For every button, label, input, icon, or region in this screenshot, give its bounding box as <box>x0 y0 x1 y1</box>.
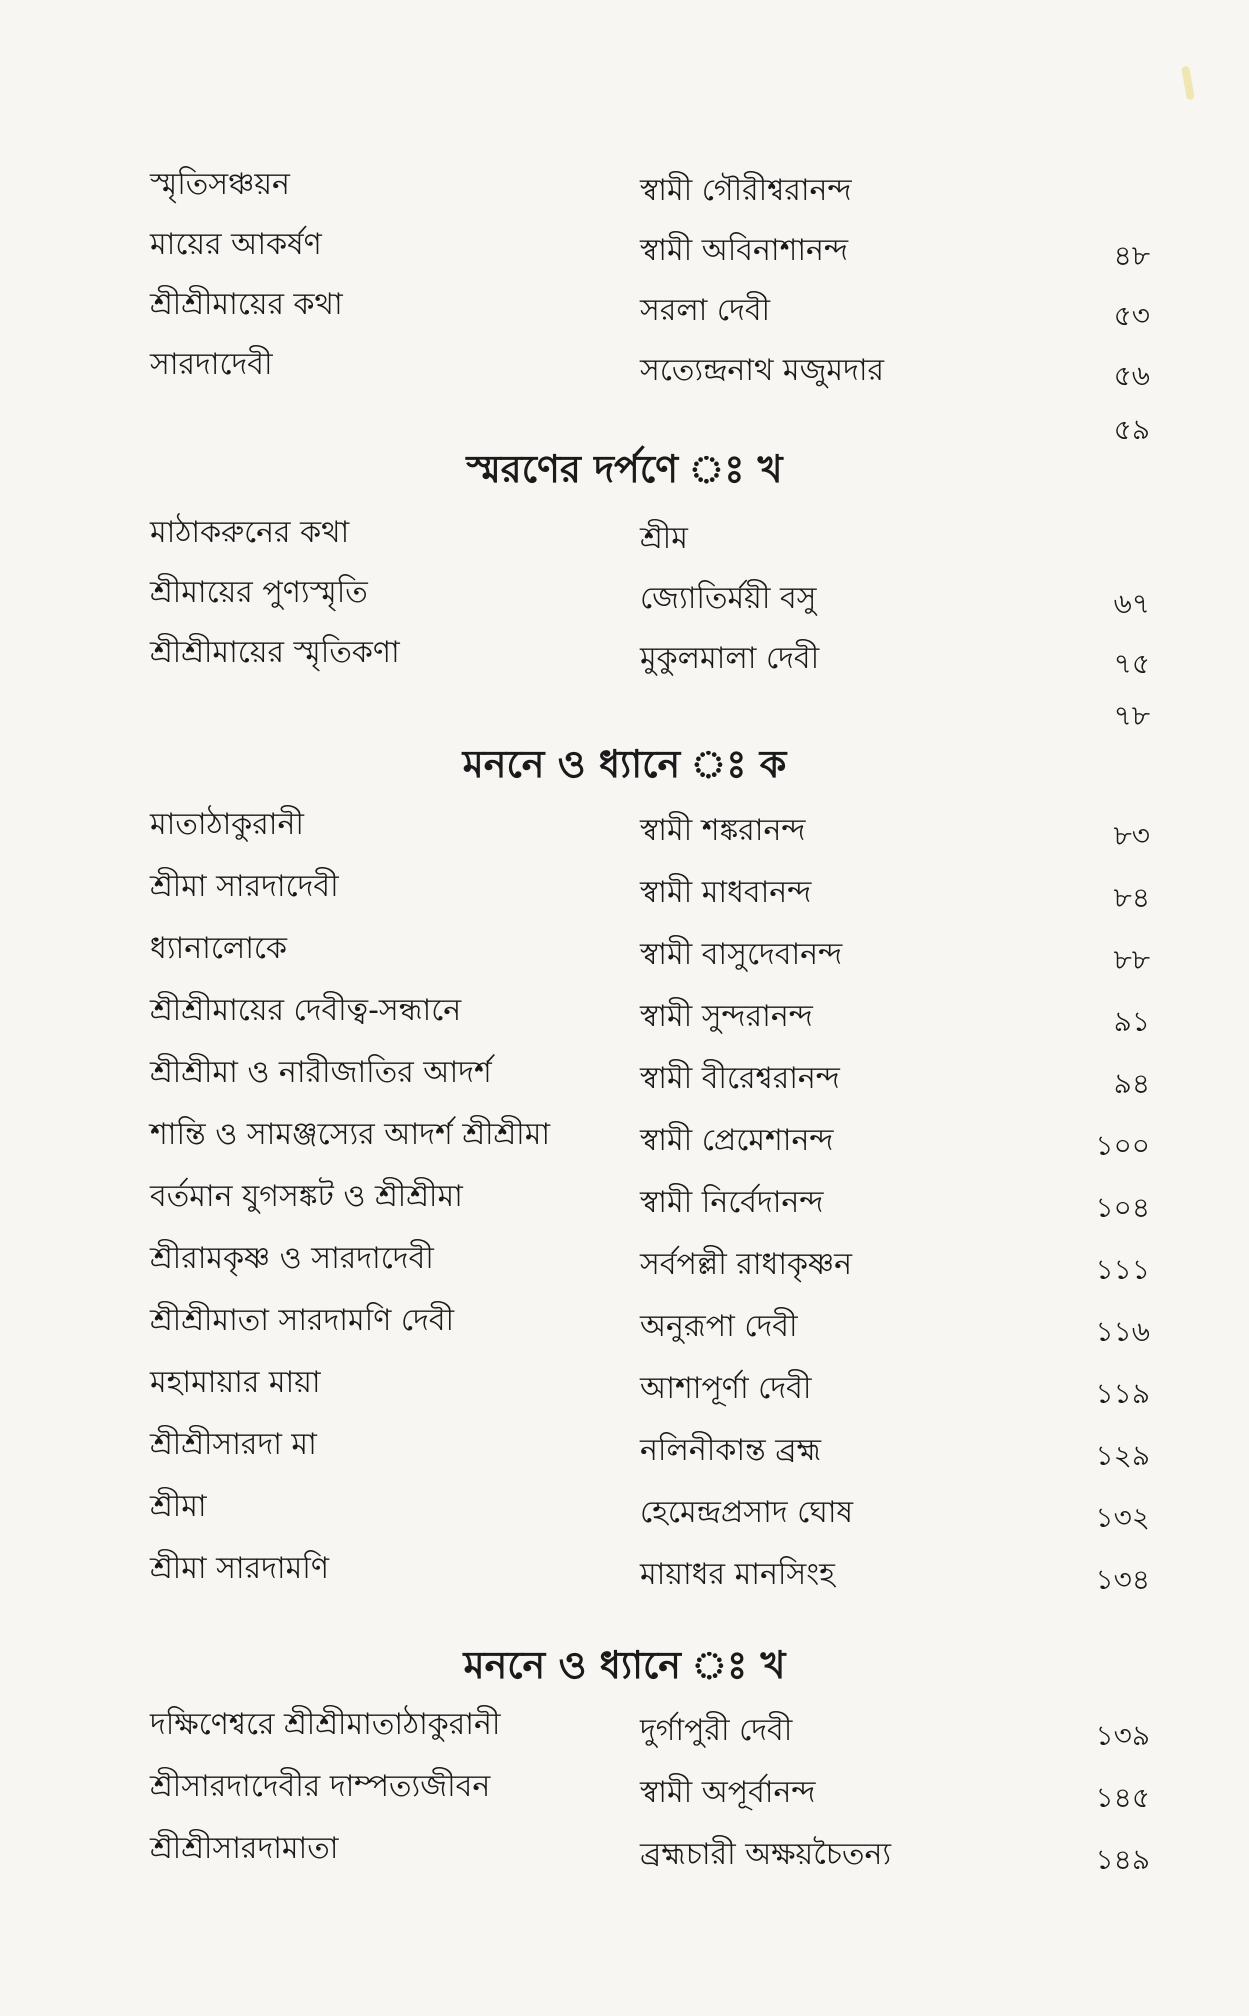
contents-entry <box>150 1358 1150 1418</box>
entry-page: ৫৩ <box>1113 299 1150 332</box>
entry-author: স্বামী শঙ্করানন্দ <box>640 813 806 848</box>
contents-entry <box>150 1762 1150 1822</box>
entry-author: হেমেন্দ্রপ্রসাদ ঘোষ <box>640 1495 854 1530</box>
entry-title: শ্রীমা সারদামণি <box>150 1551 329 1586</box>
entry-author: স্বামী মাধবানন্দ <box>640 875 812 910</box>
entry-title: ধ্যানালোকে <box>150 931 287 966</box>
contents-entry <box>150 628 1150 688</box>
entry-author: স্বামী বাসুদেবানন্দ <box>640 937 843 972</box>
entry-page: ১৩৪ <box>1095 1563 1150 1596</box>
entry-title: শ্রীশ্রীমা ও নারীজাতির আদর্শ <box>150 1055 492 1090</box>
entry-author: দুর্গাপুরী দেবী <box>640 1713 793 1748</box>
entry-page: ১১৬ <box>1095 1315 1150 1348</box>
contents-entry <box>150 1234 1150 1294</box>
contents-entry <box>150 1296 1150 1356</box>
entry-author: মুকুলমালা দেবী <box>640 641 820 676</box>
entry-author: স্বামী অবিনাশানন্দ <box>640 233 849 268</box>
section-heading: স্মরণের দর্পণে ঃ খ <box>466 447 783 491</box>
contents-entry <box>150 568 1150 628</box>
entry-title: স্মৃতিসঞ্চয়ন <box>150 167 290 202</box>
entry-author: শ্রীম <box>640 521 688 556</box>
entry-page: ১৩৯ <box>1095 1719 1150 1752</box>
contents-entry <box>150 680 1150 740</box>
contents-entry <box>150 1824 1150 1884</box>
contents-entry <box>150 508 1150 568</box>
entry-page: ১২৯ <box>1095 1439 1150 1472</box>
entry-title: শ্রীশ্রীসারদা মা <box>150 1427 317 1462</box>
entry-page: ৯৪ <box>1113 1067 1150 1100</box>
entry-page: ৮৪ <box>1113 881 1150 914</box>
entry-title: শ্রীরামকৃষ্ণ ও সারদাদেবী <box>150 1241 434 1276</box>
entry-author: স্বামী অপূর্বানন্দ <box>640 1775 816 1810</box>
entry-author: সর্বপল্লী রাধাকৃষ্ণন <box>640 1247 853 1282</box>
entry-title: দক্ষিণেশ্বরে শ্রীশ্রীমাতাঠাকুরানী <box>150 1707 501 1742</box>
entry-title: শ্রীশ্রীমায়ের স্মৃতিকণা <box>150 635 400 670</box>
entry-author: ব্রহ্মচারী অক্ষয়চৈতন্য <box>640 1837 892 1872</box>
entry-title: শান্তি ও সামঞ্জস্যের আদর্শ শ্রীশ্রীমা <box>150 1117 551 1152</box>
entry-author: নলিনীকান্ত ব্রহ্ম <box>640 1433 821 1468</box>
contents-entry <box>150 986 1150 1046</box>
contents-entry <box>150 1482 1150 1542</box>
entry-page: ১১১ <box>1095 1253 1150 1286</box>
contents-entry <box>150 1700 1150 1760</box>
contents-entry <box>150 1110 1150 1170</box>
entry-page: ৫৬ <box>1113 359 1150 392</box>
entry-author: মায়াধর মানসিংহ <box>640 1557 835 1592</box>
entry-page: ৭৮ <box>1113 699 1150 732</box>
entry-title: মাঠাকরুনের কথা <box>150 515 350 550</box>
contents-entry <box>150 160 1150 220</box>
entry-title: মাতাঠাকুরানী <box>150 807 304 842</box>
entry-title: শ্রীশ্রীমাতা সারদামণি দেবী <box>150 1303 455 1338</box>
entry-author: জ্যোতির্ময়ী বসু <box>640 581 817 616</box>
entry-page: ১১৯ <box>1095 1377 1150 1410</box>
entry-title: মায়ের আকর্ষণ <box>150 227 322 262</box>
entry-page: ৬৭ <box>1113 587 1150 620</box>
entry-page: ৪৮ <box>1113 239 1150 272</box>
entry-author: স্বামী গৌরীশ্বরানন্দ <box>640 173 852 208</box>
entry-page: ৮৮ <box>1113 943 1150 976</box>
entry-page: ১০৪ <box>1095 1191 1150 1224</box>
entry-title: শ্রীসারদাদেবীর দাম্পত্যজীবন <box>150 1769 491 1804</box>
entry-author: স্বামী বীরেশ্বরানন্দ <box>640 1061 840 1096</box>
entry-author: অনুরূপা দেবী <box>640 1309 798 1344</box>
section-heading: মননে ও ধ্যানে ঃ ক <box>462 742 787 786</box>
entry-author: সত্যেন্দ্রনাথ মজুমদার <box>640 353 885 388</box>
entry-author: স্বামী প্রেমেশানন্দ <box>640 1123 834 1158</box>
contents-entry <box>150 220 1150 280</box>
entry-page: ১৪৫ <box>1095 1781 1150 1814</box>
contents-entry <box>150 862 1150 922</box>
contents-entry <box>150 1544 1150 1604</box>
section-heading: মননে ও ধ্যানে ঃ খ <box>463 1643 786 1687</box>
entry-title: মহামায়ার মায়া <box>150 1365 321 1400</box>
entry-author: আশাপূর্ণা দেবী <box>640 1371 812 1406</box>
entry-title: শ্রীমা সারদাদেবী <box>150 869 339 904</box>
entry-page: ৯১ <box>1113 1005 1150 1038</box>
entry-title: শ্রীমায়ের পুণ্যস্মৃতি <box>150 575 368 610</box>
entry-title: শ্রীশ্রীমায়ের কথা <box>150 287 343 322</box>
contents-entry <box>150 1172 1150 1232</box>
contents-entry <box>150 1048 1150 1108</box>
entry-title: শ্রীশ্রীসারদামাতা <box>150 1831 339 1866</box>
contents-entry <box>150 280 1150 340</box>
entry-page: ১০০ <box>1095 1129 1150 1162</box>
entry-author: সরলা দেবী <box>640 293 771 328</box>
entry-author: স্বামী নির্বেদানন্দ <box>640 1185 824 1220</box>
contents-entry <box>150 800 1150 860</box>
entry-page: ১৩২ <box>1095 1501 1150 1534</box>
entry-page: ৫৯ <box>1113 413 1150 446</box>
contents-entry <box>150 340 1150 400</box>
entry-title: বর্তমান যুগসঙ্কট ও শ্রীশ্রীমা <box>150 1179 463 1214</box>
entry-title: সারদাদেবী <box>150 347 273 382</box>
contents-entry <box>150 1420 1150 1480</box>
entry-page: ৭৫ <box>1113 647 1150 680</box>
entry-title: শ্রীমা <box>150 1489 207 1524</box>
paper-mark <box>1181 66 1195 101</box>
entry-author: স্বামী সুন্দরানন্দ <box>640 999 813 1034</box>
contents-entry <box>150 924 1150 984</box>
entry-title: শ্রীশ্রীমায়ের দেবীত্ব-সন্ধানে <box>150 993 462 1028</box>
entry-page: ১৪৯ <box>1095 1843 1150 1876</box>
entry-page: ৮৩ <box>1113 819 1150 852</box>
